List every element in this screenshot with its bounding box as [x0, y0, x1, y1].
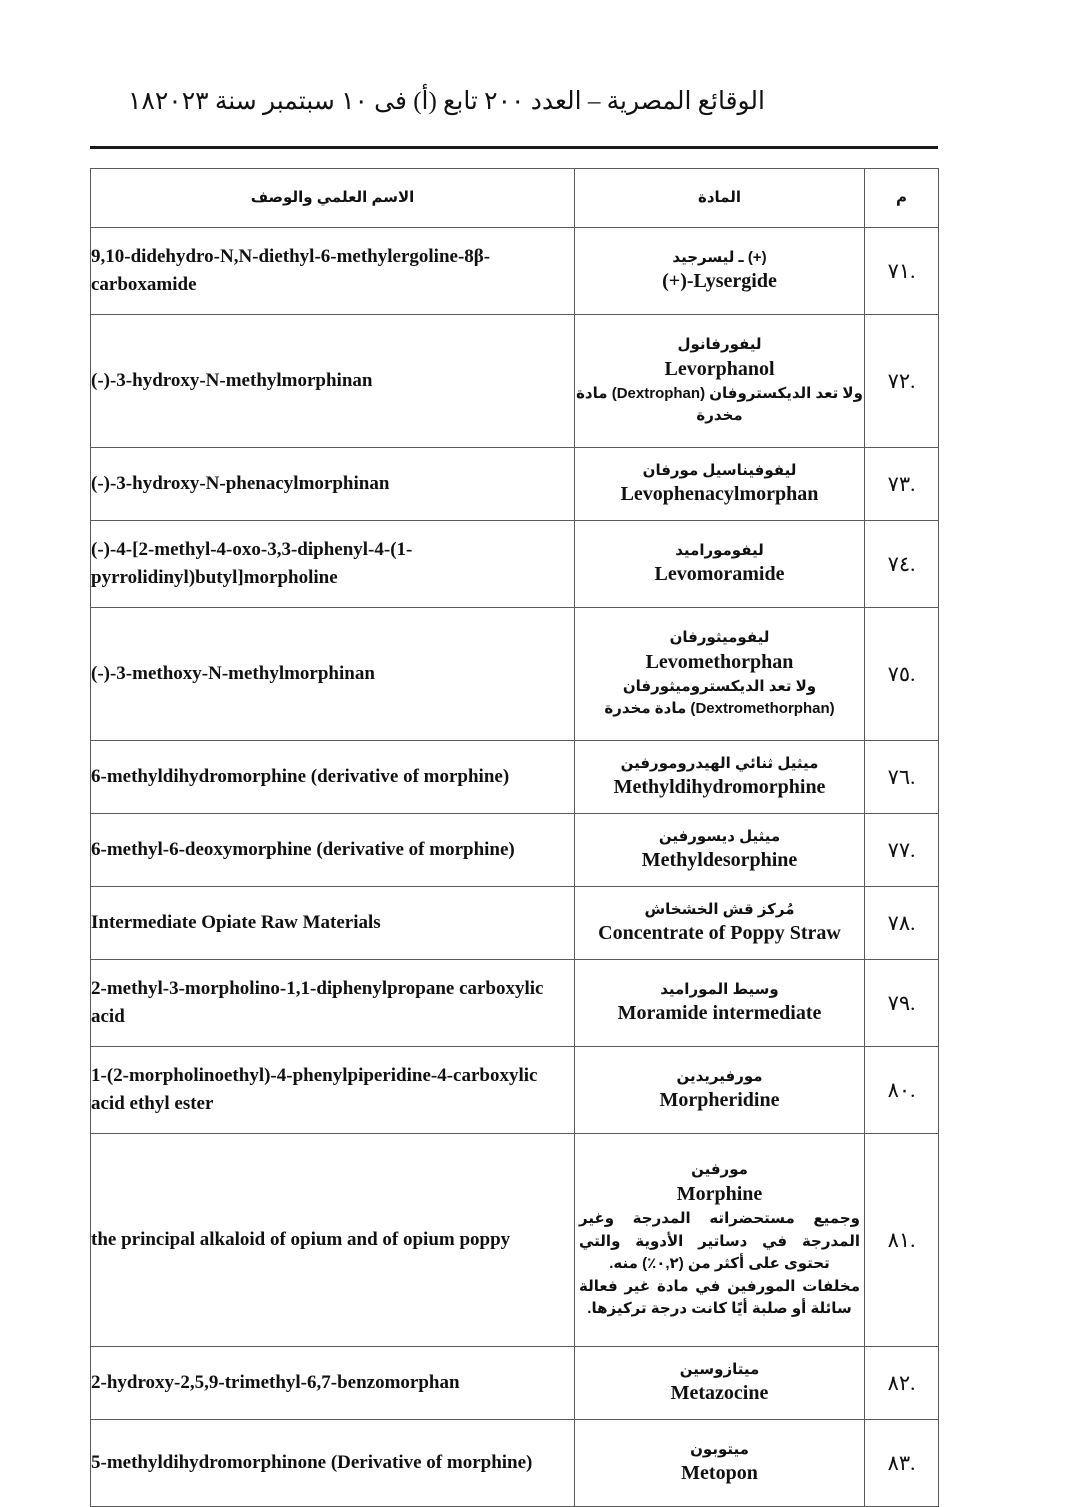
- substance-english: Morpheridine: [659, 1089, 780, 1112]
- row-substance: [575, 228, 865, 315]
- row-number: ٧٣.: [865, 448, 939, 521]
- row-number: ٧٩.: [865, 960, 939, 1047]
- table-body: [91, 228, 939, 1507]
- row-substance: [575, 960, 865, 1047]
- page-title: الوقائع المصرية – العدد ٢٠٠ تابع (أ) فى ١٠ سبتمبر سنة ٢٠٢٣: [154, 88, 765, 115]
- table-row: [91, 315, 939, 448]
- row-scientific-name: (-)-4-[2-methyl-4-oxo-3,3-diphenyl-4-(1-pyrrolidinyl)butyl]morpholine: [91, 521, 575, 608]
- column-header-scientific-name: [91, 169, 575, 228]
- row-scientific-name: 1-(2-morpholinoethyl)-4-phenylpiperidine-4-carboxylic acid ethyl ester: [91, 1047, 575, 1134]
- substance-arabic: (+) ـ ليسرجيد: [672, 248, 767, 266]
- row-substance: [575, 741, 865, 814]
- column-header-scientific-name-label: الاسم العلمي والوصف: [250, 189, 415, 206]
- substance-arabic: مورفين: [691, 1161, 748, 1179]
- table-row: [91, 228, 939, 315]
- substance-english: Metopon: [681, 1462, 758, 1485]
- substance-arabic: ميثيل ديسورفين: [658, 827, 781, 845]
- substance-english: Morphine: [676, 1183, 763, 1206]
- row-substance: [575, 814, 865, 887]
- row-number: ٨٢.: [865, 1347, 939, 1420]
- row-substance: [575, 521, 865, 608]
- substance-note: وجميع مستحضراته المدرجة وغير المدرجة في دساتير الأدوية والتي تحتوى على أكثر من (٠,٢٪) منه.: [579, 1210, 860, 1273]
- table-row: [91, 1347, 939, 1420]
- substance-arabic: ليفوفيناسيل مورفان: [642, 461, 797, 479]
- substance-english: Methyldihydromorphine: [613, 776, 826, 799]
- table-row: [91, 1134, 939, 1347]
- row-number: ٨١.: [865, 1134, 939, 1347]
- substance-english: Levophenacylmorphan: [620, 483, 819, 506]
- substance-english: Concentrate of Poppy Straw: [598, 922, 841, 945]
- row-substance: [575, 315, 865, 448]
- substance-arabic: ليفوميثورفان: [669, 629, 770, 647]
- row-substance: [575, 448, 865, 521]
- table-row: [91, 887, 939, 960]
- column-header-number-label: م: [896, 189, 907, 206]
- substance-note: ولا تعد الديكستروفان (Dextrophan) مادة مخدرة: [576, 384, 863, 425]
- substance-arabic: ليفورفانول: [677, 336, 762, 354]
- substance-english: Levorphanol: [664, 357, 775, 380]
- table-header-row: [91, 169, 939, 228]
- substance-english: Methyldesorphine: [641, 849, 798, 872]
- substance-note: ولا تعد الديكستروميثورفان (Dextromethorphan) مادة مخدرة: [604, 677, 835, 718]
- column-header-number: [865, 169, 939, 228]
- row-number: ٧١.: [865, 228, 939, 315]
- substance-english: Levomoramide: [654, 563, 785, 586]
- table-row: [91, 608, 939, 741]
- substance-arabic: ليفوموراميد: [675, 541, 764, 559]
- substance-english: (+)-Lysergide: [662, 270, 777, 293]
- row-number: ٧٢.: [865, 315, 939, 448]
- row-number: ٧٥.: [865, 608, 939, 741]
- page-number: ١٨: [128, 88, 155, 115]
- row-scientific-name: (-)-3-hydroxy-N-methylmorphinan: [91, 315, 575, 448]
- row-scientific-name: 9,10-didehydro-N,N-diethyl-6-methylergoline-8β-carboxamide: [91, 228, 575, 315]
- table-row: [91, 814, 939, 887]
- substance-arabic: مُركز قش الخشخاش: [644, 900, 795, 918]
- table-row: [91, 1047, 939, 1134]
- table-row: [91, 1420, 939, 1507]
- table-row: [91, 448, 939, 521]
- row-scientific-name: the principal alkaloid of opium and of opium poppy: [91, 1134, 575, 1347]
- substance-english: Levomethorphan: [645, 650, 794, 673]
- running-header: [90, 78, 938, 124]
- narcotic-substances-table: [90, 168, 939, 1507]
- row-substance: [575, 887, 865, 960]
- substance-arabic: وسيط الموراميد: [660, 980, 779, 998]
- substance-arabic: مورفيريدين: [676, 1067, 763, 1085]
- row-substance: [575, 1047, 865, 1134]
- row-scientific-name: 2-hydroxy-2,5,9-trimethyl-6,7-benzomorphan: [91, 1347, 575, 1420]
- row-scientific-name: 2-methyl-3-morpholino-1,1-diphenylpropane carboxylic acid: [91, 960, 575, 1047]
- row-scientific-name: 6-methyldihydromorphine (derivative of morphine): [91, 741, 575, 814]
- substance-note-secondary: مخلفات المورفين في مادة غير فعالة سائلة أو صلبة أيًا كانت درجة تركيزها.: [579, 1277, 860, 1318]
- table-row: [91, 960, 939, 1047]
- substance-english: Metazocine: [670, 1382, 769, 1405]
- row-number: ٧٤.: [865, 521, 939, 608]
- table-row: [91, 521, 939, 608]
- row-number: ٧٨.: [865, 887, 939, 960]
- row-number: ٨٣.: [865, 1420, 939, 1507]
- row-substance: [575, 1347, 865, 1420]
- row-number: ٧٧.: [865, 814, 939, 887]
- row-scientific-name: 5-methyldihydromorphinone (Derivative of morphine): [91, 1420, 575, 1507]
- row-scientific-name: (-)-3-hydroxy-N-phenacylmorphinan: [91, 448, 575, 521]
- substance-english: Moramide intermediate: [617, 1002, 822, 1025]
- row-substance: [575, 1420, 865, 1507]
- row-scientific-name: Intermediate Opiate Raw Materials: [91, 887, 575, 960]
- row-substance: [575, 1134, 865, 1347]
- substance-arabic: ميثيل ثنائي الهيدرومورفين: [620, 754, 819, 772]
- row-scientific-name: (-)-3-methoxy-N-methylmorphinan: [91, 608, 575, 741]
- column-header-substance-label: المادة: [697, 189, 741, 206]
- column-header-substance: [575, 169, 865, 228]
- substance-arabic: ميتازوسين: [679, 1360, 760, 1378]
- row-substance: [575, 608, 865, 741]
- header-rule: [90, 146, 938, 149]
- row-number: ٧٦.: [865, 741, 939, 814]
- substance-arabic: ميتوبون: [690, 1440, 749, 1458]
- row-scientific-name: 6-methyl-6-deoxymorphine (derivative of morphine): [91, 814, 575, 887]
- row-number: ٨٠.: [865, 1047, 939, 1134]
- table-row: [91, 741, 939, 814]
